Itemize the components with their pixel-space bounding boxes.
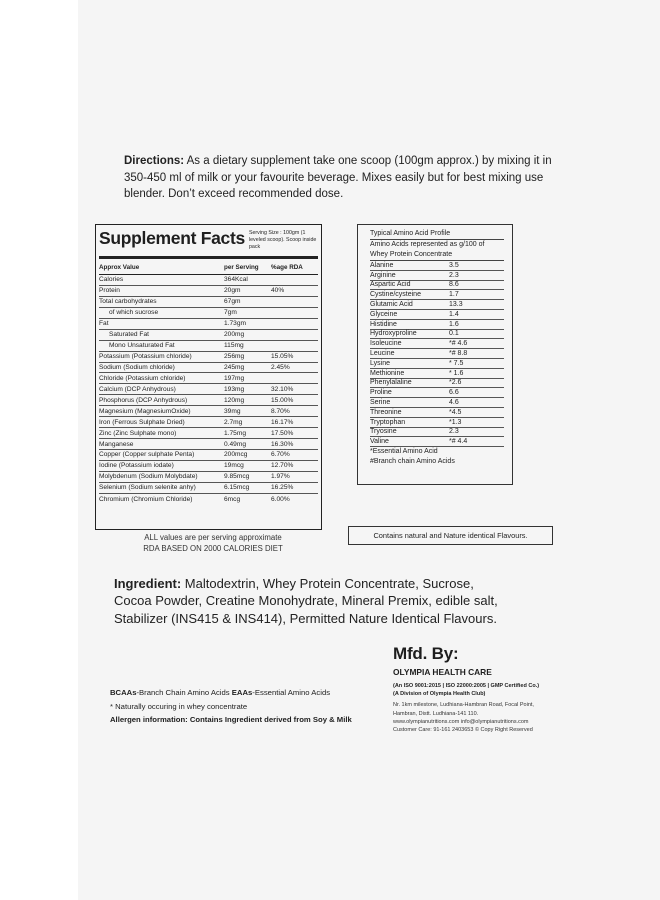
nutrient-value: 245mg: [224, 363, 245, 371]
supplement-facts-column-header: [99, 261, 318, 275]
nutrient-name: Phosphorus (DCP Anhydrous): [99, 396, 188, 404]
amino-name: Methionine: [370, 369, 405, 377]
nutrient-rda: 16.17%: [271, 418, 294, 426]
nutrient-name: Molybdenum (Sodium Molybdate): [99, 473, 198, 481]
bcaa-label: BCAAs: [110, 688, 137, 697]
nutrient-value: 197mg: [224, 374, 245, 382]
table-row: [99, 330, 318, 341]
manufacturer-address1: Nr. 1km milestone, Ludhiana-Hambran Road, Focal Point,: [393, 702, 534, 709]
nutrient-value: 6.15mcg: [224, 484, 250, 492]
nutrient-rda: 1.97%: [271, 473, 290, 481]
amino-acid-profile: [357, 224, 513, 485]
essential-amino-note: *Essential Amino Acid: [370, 448, 438, 456]
table-row: [370, 261, 504, 271]
amino-value: *2.6: [449, 379, 462, 387]
directions-text: [124, 153, 564, 203]
table-row: [370, 310, 504, 320]
amino-name: Tryosine: [370, 428, 397, 436]
manufacturer-address2: Hambran, Distt. Ludhiana-141 110.: [393, 710, 479, 717]
amino-value: 1.6: [449, 320, 459, 328]
nutrient-value: 193mg: [224, 385, 245, 393]
amino-name: Threonine: [370, 408, 402, 416]
table-row: [370, 271, 504, 281]
nutrient-name: Iodine (Potassium iodate): [99, 462, 174, 470]
nutrient-rda: 17.50%: [271, 429, 294, 437]
table-row: [99, 286, 318, 297]
table-row: [370, 349, 504, 359]
nutrient-value: 115mg: [224, 342, 244, 350]
supplement-facts-header: [99, 228, 318, 259]
table-row: [99, 352, 318, 363]
nutrient-name: Magnesium (MagnesiumOxide): [99, 407, 191, 415]
nutrient-value: 1.73gm: [224, 320, 246, 328]
amino-profile-rows: [370, 261, 504, 447]
manufacturer-customer-care: Customer Care: 91-161 2403653 © Copy Right Reserved: [393, 727, 533, 734]
table-row: [99, 384, 318, 395]
table-row: [370, 359, 504, 369]
amino-value: 3.5: [449, 261, 459, 269]
amino-name: Leucine: [370, 350, 395, 358]
natural-note: * Naturally occuring in whey concentrate: [110, 701, 248, 711]
nutrient-rda: 6.70%: [271, 451, 290, 459]
amino-value: *# 4.6: [449, 340, 468, 348]
amino-name: Serine: [370, 399, 391, 407]
supplement-facts-title: Supplement Facts: [99, 228, 245, 248]
amino-name: Alanine: [370, 261, 394, 269]
table-row: [99, 275, 318, 286]
column-approx-value: Approx Value: [99, 264, 140, 271]
table-row: [370, 388, 504, 398]
amino-value: * 7.5: [449, 359, 464, 367]
allergen-text: Allergen information: Contains Ingredient derived from Soy & Milk: [110, 715, 352, 724]
nutrient-name: Saturated Fat: [109, 331, 149, 339]
amino-name: Proline: [370, 389, 392, 397]
nutrient-name: Total carbohydrates: [99, 298, 157, 306]
amino-name: Lysine: [370, 359, 390, 367]
table-row: [370, 330, 504, 340]
nutrient-name: Calcium (DCP Anhydrous): [99, 385, 176, 393]
column-rda: %age RDA: [271, 264, 303, 271]
table-row: [99, 297, 318, 308]
eaa-label: EAAs: [231, 688, 253, 697]
amino-name: Glyceine: [370, 310, 398, 318]
nutrient-value: 364Kcal: [224, 276, 248, 284]
table-row: [99, 319, 318, 330]
amino-name: Histidine: [370, 320, 397, 328]
amino-value: 1.7: [449, 291, 459, 299]
amino-value: 13.3: [449, 301, 463, 309]
table-row: [99, 341, 318, 352]
rda-note-line2: RDA BASED ON 2000 CALORIES DIET: [143, 543, 283, 553]
bcaa-eaa-line: [110, 686, 352, 700]
table-row: [99, 472, 318, 483]
table-row: [99, 308, 318, 319]
amino-name: Aspartic Acid: [370, 281, 411, 289]
table-row: [370, 379, 504, 389]
ingredient-text: [114, 575, 514, 627]
eaa-text: -Essential Amino Acids: [252, 688, 331, 697]
nutrient-name: Mono Unsaturated Fat: [109, 342, 175, 350]
nutrient-value: 7gm: [224, 309, 237, 317]
nutrient-value: 39mg: [224, 407, 241, 415]
nutrient-name: Copper (Copper sulphate Penta): [99, 451, 195, 459]
amino-value: 4.6: [449, 399, 459, 407]
nutrient-name: Chromium (Chromium Chloride): [99, 495, 193, 503]
amino-value: 2.3: [449, 271, 459, 279]
manufacturer-web: www.olympianutritions.com info@olympianutritions.com: [393, 718, 529, 725]
nutrient-name: Manganese: [99, 440, 134, 448]
serving-size: Serving Size : 100gm (1 leveled scoop). Scoop inside pack: [248, 230, 317, 250]
table-row: [370, 339, 504, 349]
amino-value: * 1.6: [449, 369, 464, 377]
nutrient-name: Iron (Ferrous Sulphate Dried): [99, 418, 185, 426]
table-row: [370, 290, 504, 300]
amino-value: *# 4.4: [449, 438, 468, 446]
ingredient-body: Maltodextrin, Whey Protein Concentrate, Sucrose, Cocoa Powder, Creatine Monohydrate, Mineral Premix, edible salt, Stabilizer (INS415 & INS414), Permitted Nature Identical Flavours.: [114, 576, 498, 626]
amino-value: 1.4: [449, 310, 459, 318]
table-row: [370, 418, 504, 428]
table-row: [99, 450, 318, 461]
column-per-serving: per Serving: [224, 264, 259, 271]
supplement-facts-panel: [95, 224, 322, 530]
table-row: [370, 398, 504, 408]
nutrient-value: 1.75mg: [224, 429, 246, 437]
nutrient-value: 20gm: [224, 287, 241, 295]
directions-label: Directions:: [124, 155, 185, 167]
table-row: [370, 437, 504, 447]
nutrient-rda: 15.00%: [271, 396, 294, 404]
flavours-note: Contains natural and Nature identical Flavours.: [348, 526, 553, 545]
footnotes: [110, 686, 352, 727]
table-row: [99, 373, 318, 384]
nutrient-value: 2.7mg: [224, 418, 243, 426]
supplement-facts-rows: [99, 275, 318, 505]
nutrient-rda: 16.30%: [271, 440, 294, 448]
nutrient-name: Fat: [99, 320, 109, 328]
nutrient-rda: 15.05%: [271, 353, 294, 361]
nutrient-name: Potassium (Potassium chloride): [99, 353, 192, 361]
amino-profile-title: Typical Amino Acid Profile: [370, 229, 504, 240]
table-row: [370, 320, 504, 330]
bcaa-text: -Branch Chain Amino Acids: [136, 688, 232, 697]
manufacturer-details: [393, 682, 593, 734]
amino-name: Glutamic Acid: [370, 301, 413, 309]
nutrient-name: Zinc (Zinc Sulphate mono): [99, 429, 177, 437]
amino-name: Valine: [370, 438, 389, 446]
table-row: [99, 406, 318, 417]
rda-note: [118, 533, 308, 554]
nutrient-value: 9.85mcg: [224, 473, 250, 481]
amino-value: 8.6: [449, 281, 459, 289]
nutrient-value: 200mcg: [224, 451, 248, 459]
nutrient-name: Selenium (Sodium selenite anhy): [99, 484, 196, 492]
nutrient-rda: 32.10%: [271, 385, 294, 393]
nutrient-rda: 16.25%: [271, 484, 294, 492]
nutrient-name: of which sucrose: [109, 309, 159, 317]
table-row: [99, 461, 318, 472]
nutrient-value: 256mg: [224, 353, 245, 361]
nutrient-rda: 8.70%: [271, 407, 290, 415]
directions-body: As a dietary supplement take one scoop (100gm approx.) by mixing it in 350-450 ml of milk or your favourite beverage. Mixes easily but for best mixing use blender. Don’t exceed recommended dose.: [124, 155, 552, 201]
nutrient-value: 19mcg: [224, 462, 244, 470]
nutrient-name: Chloride (Potassium chloride): [99, 374, 186, 382]
table-row: [99, 417, 318, 428]
table-row: [370, 369, 504, 379]
nutrient-value: 120mg: [224, 396, 245, 404]
amino-value: 0.1: [449, 330, 459, 338]
nutrient-rda: 12.70%: [271, 462, 294, 470]
manufacturer-cert: (An ISO 9001:2015 | ISO 22000:2005 | GMP Certified Co.): [393, 683, 540, 689]
amino-name: Cystine/cysteine: [370, 291, 421, 299]
nutrient-name: Calories: [99, 276, 124, 284]
amino-value: 2.3: [449, 428, 459, 436]
table-row: [99, 395, 318, 406]
table-row: [99, 483, 318, 494]
table-row: [370, 408, 504, 418]
nutrient-value: 67gm: [224, 298, 241, 306]
manufacturer-division: (A Division of Olympia Health Club): [393, 691, 486, 698]
amino-name: Phenylalaline: [370, 379, 412, 387]
nutrient-name: Protein: [99, 287, 120, 295]
nutrient-rda: 2.45%: [271, 363, 290, 371]
nutrient-rda: 6.00%: [271, 495, 290, 503]
table-row: [370, 300, 504, 310]
ingredient-label: Ingredient:: [114, 576, 182, 591]
amino-name: Tryptophan: [370, 418, 406, 426]
manufacturer-name: OLYMPIA HEALTH CARE: [393, 667, 492, 677]
manufacturer-heading: Mfd. By:: [393, 644, 459, 663]
table-row: [99, 494, 318, 505]
amino-value: *4.5: [449, 408, 462, 416]
amino-value: *1.3: [449, 418, 462, 426]
nutrient-value: 6mcg: [224, 495, 241, 503]
nutrient-name: Sodium (Sodium chloride): [99, 363, 175, 371]
nutrient-value: 200mg: [224, 331, 245, 339]
amino-value: *# 8.8: [449, 350, 468, 358]
amino-name: Hydroxyproline: [370, 330, 417, 338]
branch-chain-note: #Branch chain Amino Acids: [370, 458, 455, 466]
rda-note-line1: ALL values are per serving approximate: [144, 533, 282, 542]
table-row: [99, 363, 318, 374]
amino-value: 6.6: [449, 389, 459, 397]
table-row: [99, 439, 318, 450]
amino-profile-subtitle: Amino Acids represented as g/100 of Whey Protein Concentrate: [370, 240, 504, 261]
amino-name: Isoleucine: [370, 340, 402, 348]
allergen-info: [110, 713, 352, 727]
amino-name: Arginine: [370, 271, 396, 279]
table-row: [99, 428, 318, 439]
nutrient-rda: 40%: [271, 287, 285, 295]
nutrient-value: 0.49mg: [224, 440, 246, 448]
table-row: [370, 428, 504, 438]
table-row: [370, 281, 504, 291]
